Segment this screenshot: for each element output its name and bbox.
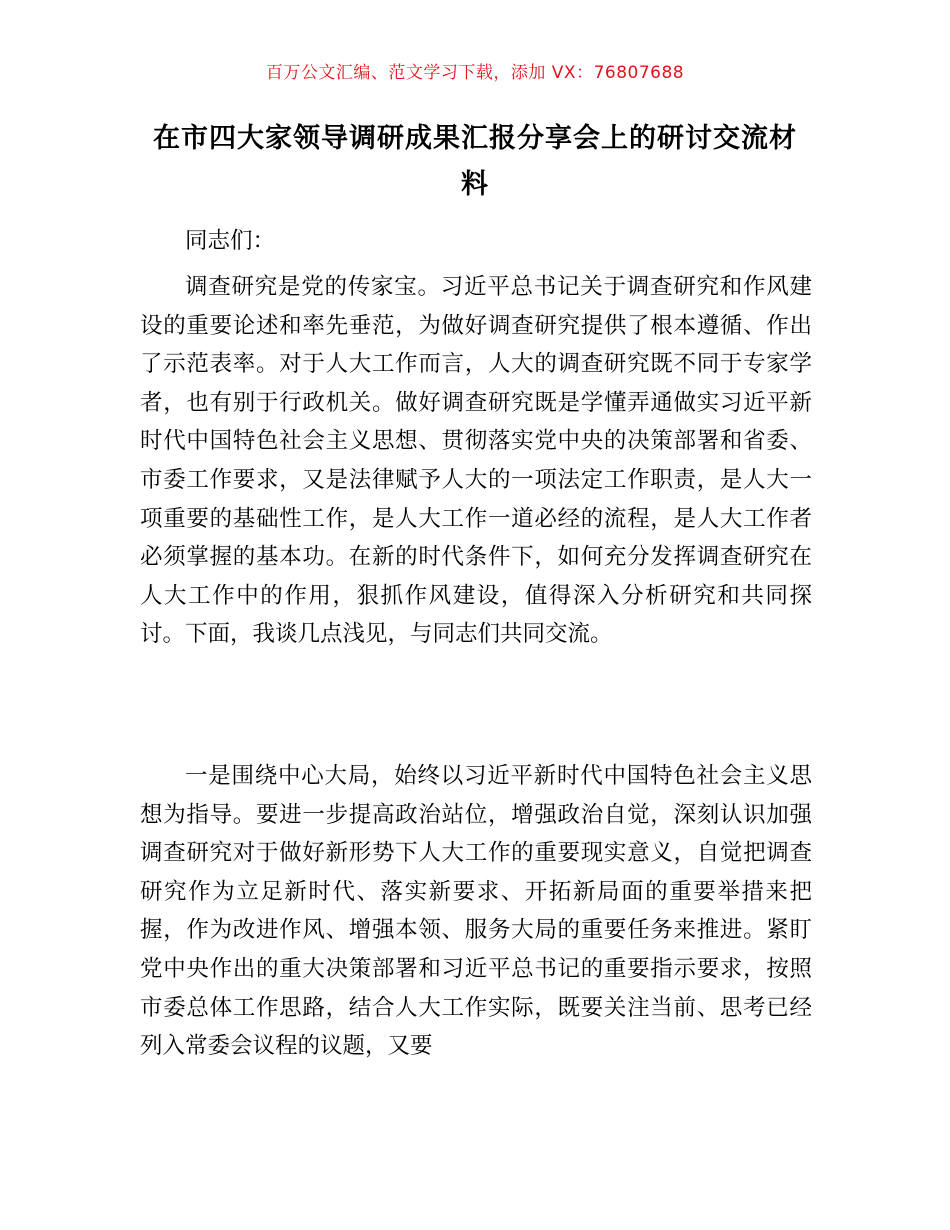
watermark-header: 百万公文汇编、范文学习下载，添加 VX：76807688	[265, 63, 685, 83]
page-title: 在市四大家领导调研成果汇报分享会上的研讨交流材料	[153, 123, 797, 200]
paragraph: 调查研究是党的传家宝。习近平总书记关于调查研究和作风建设的重要论述和率先垂范，为做好调查研究提供了根本遵循、作出了示范表率。对于人大工作而言，人大的调查研究既不同于专家学者，也有别于行政机关。做好调查研究既是学懂弄通做实习近平新时代中国特色社会主义思想、贯彻落实党中央的决策部署和省委、市委工作要求，又是法律赋予人大的一项法定工作职责，是人大一项重要的基础性工作，是人大工作一道必经的流程，是人大工作者必须掌握的基本功。在新的时代条件下，如何充分发挥调查研究在人大工作中的作用，狠抓作风建设，值得深入分析研究和共同探讨。下面，我谈几点浅见，与同志们共同交流。	[140, 274, 812, 648]
salutation: 同志们：	[185, 228, 276, 254]
paragraph: 一是围绕中心大局，始终以习近平新时代中国特色社会主义思想为指导。要进一步提高政治站位，增强政治自觉，深刻认识加强调查研究对于做好新形势下人大工作的重要现实意义，自觉把调查研究作为立足新时代、落实新要求、开拓新局面的重要举措来把握，作为改进作风、增强本领、服务大局的重要任务来推进。紧盯党中央作出的重大决策部署和习近平总书记的重要指示要求，按照市委总体工作思路，结合人大工作实际，既要关注当前、思考已经列入常委会议程的议题，又要	[140, 763, 812, 1060]
